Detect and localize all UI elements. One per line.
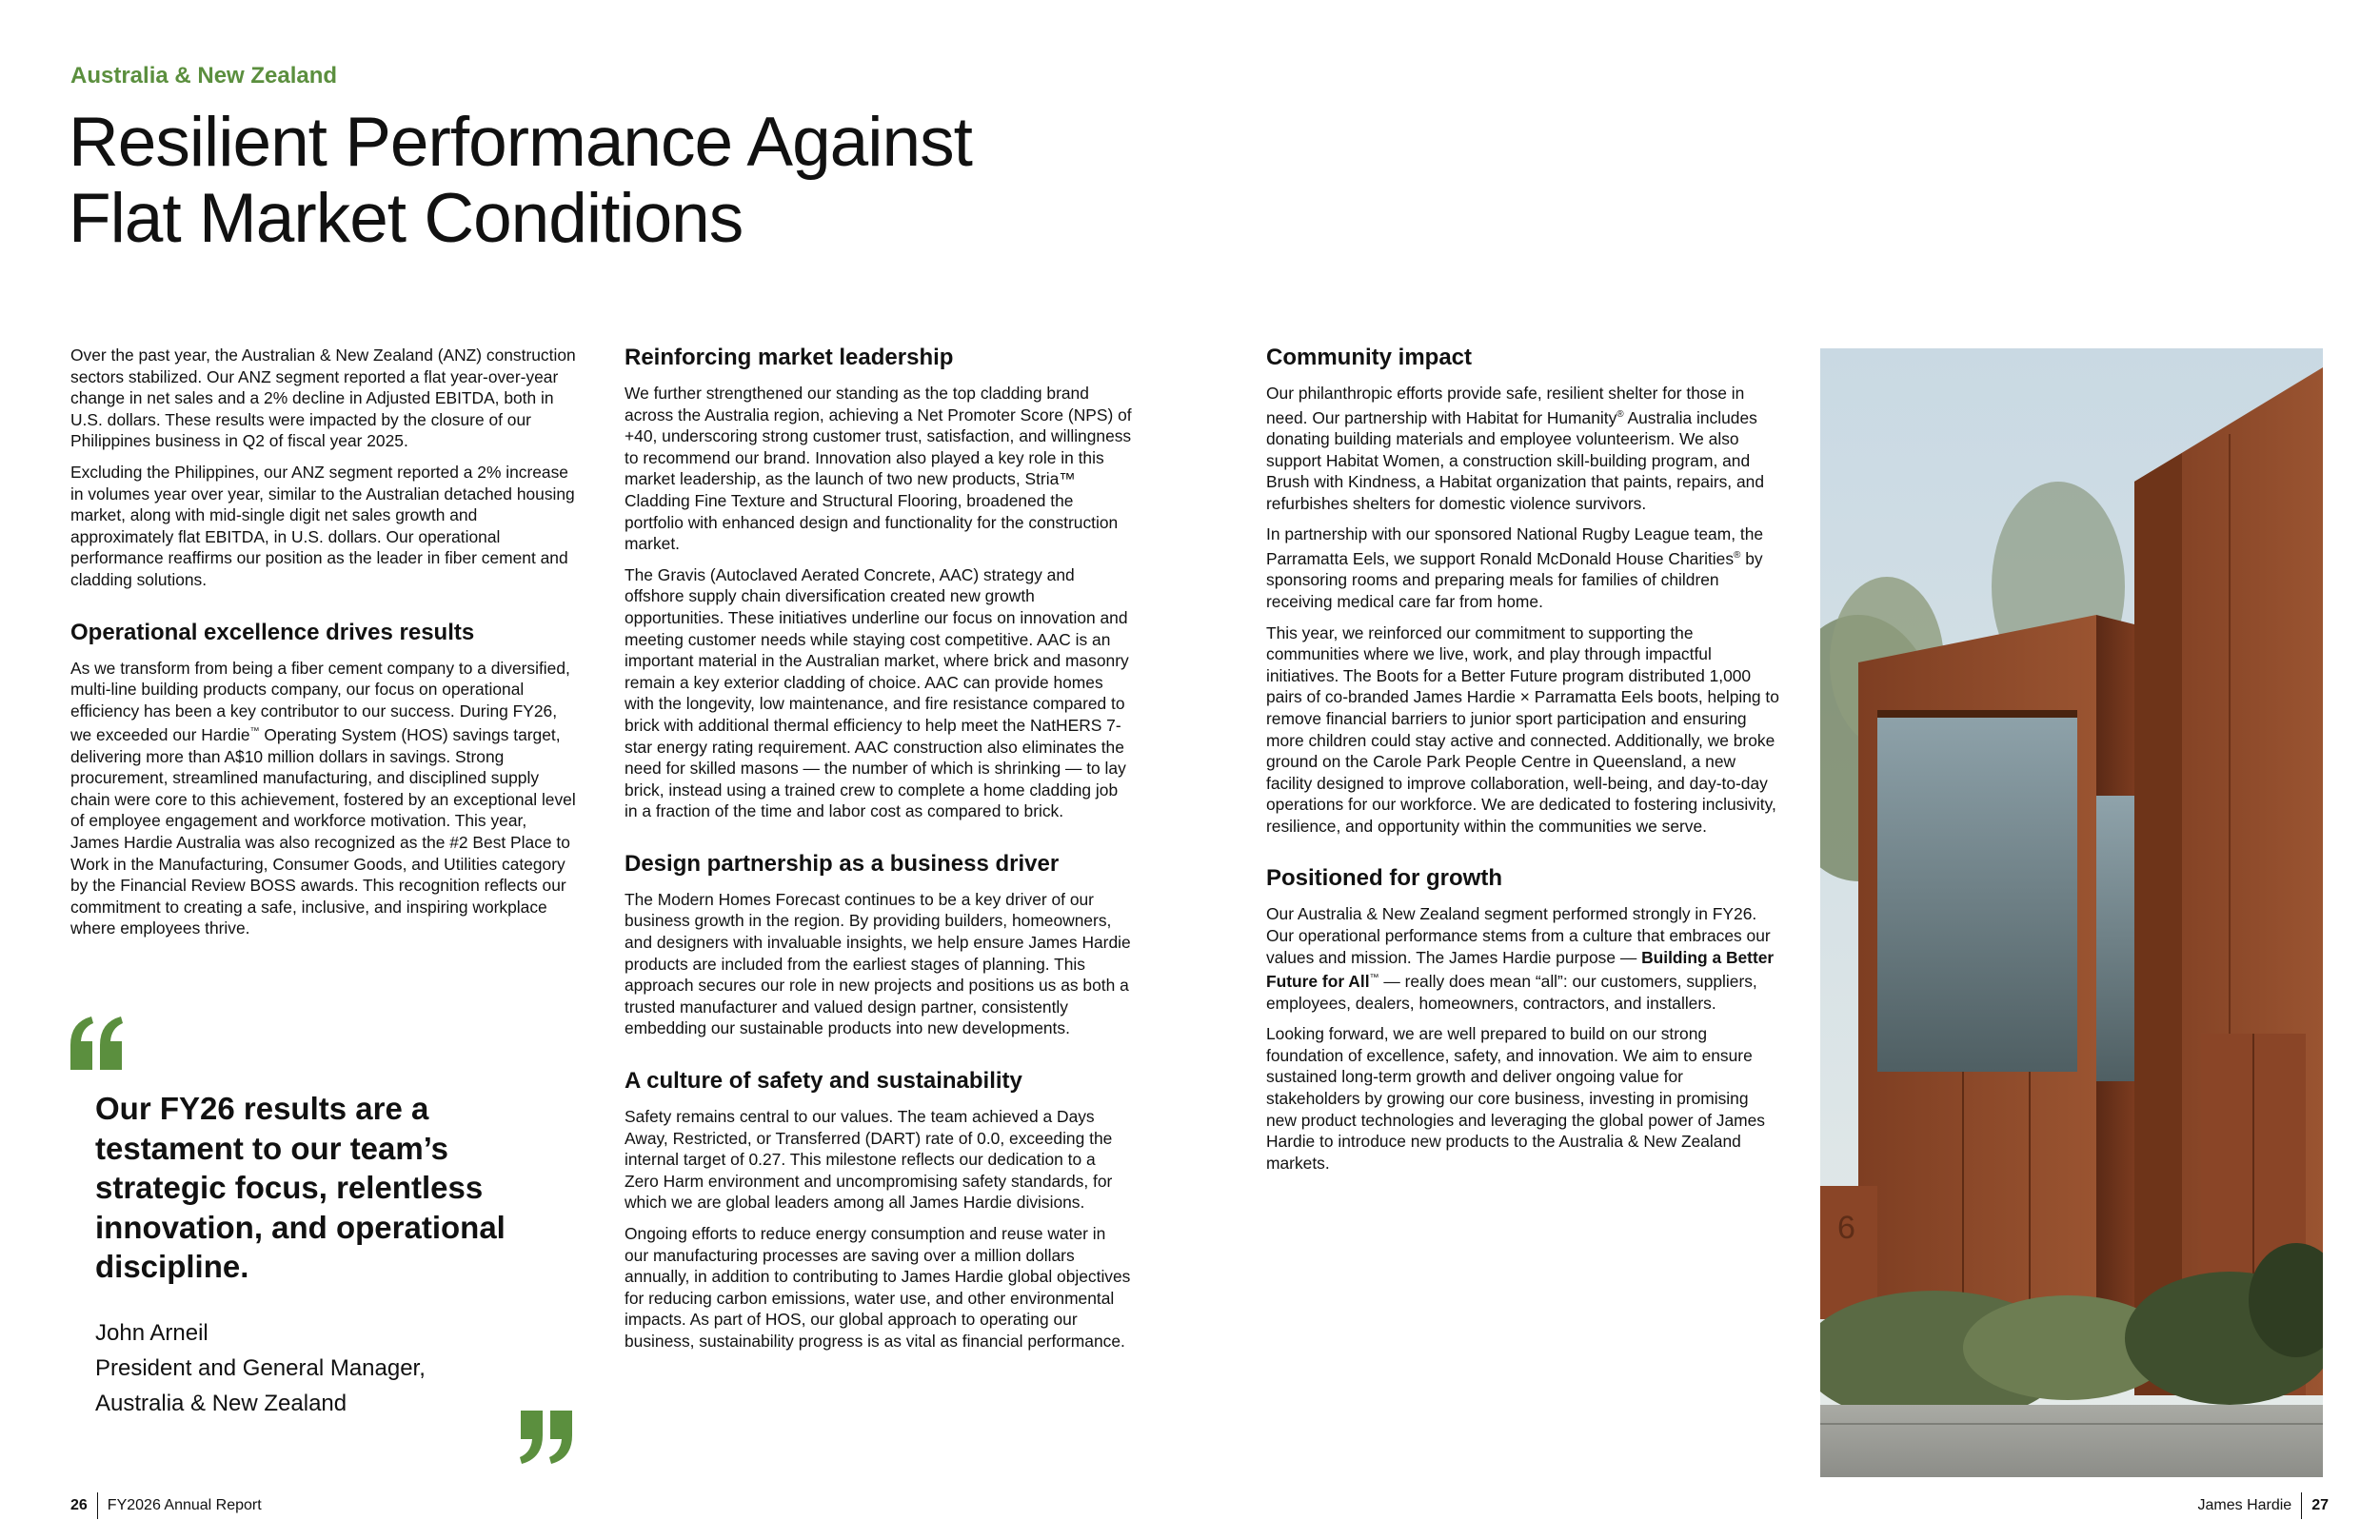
quote-author-region: Australia & New Zealand bbox=[95, 1391, 347, 1416]
house-illustration bbox=[1820, 348, 2323, 1477]
quote-attribution bbox=[95, 1315, 533, 1421]
heading-community-impact: Community impact bbox=[1266, 345, 1473, 370]
page-number-left: 26 bbox=[70, 1497, 88, 1514]
footer-right bbox=[2198, 1492, 2330, 1519]
house-number: 6 bbox=[1837, 1210, 1855, 1246]
column-3 bbox=[1266, 345, 1780, 1183]
design-paragraph: The Modern Homes Forecast continues to be a key driver of our business growth in the region. By providing builders, homeowners, and designers with invaluable insights, we help ensure James Hardie products are included from the earliest stages of planning. This approach secures our role in new projects and positions us as both a trusted manufacturer and valued design partner, consistently embedding our sustainable products into new developments. bbox=[625, 889, 1131, 1038]
heading-market-leadership: Reinforcing market leadership bbox=[625, 345, 954, 370]
heading-safety-sustainability: A culture of safety and sustainability bbox=[625, 1068, 1022, 1095]
column-2 bbox=[625, 345, 1133, 1362]
column-1 bbox=[70, 345, 577, 949]
page-title bbox=[69, 105, 1116, 257]
house-photo bbox=[1820, 348, 2323, 1477]
quote-author-role: President and General Manager, bbox=[95, 1355, 426, 1381]
page-number-right: 27 bbox=[2311, 1497, 2329, 1514]
sustainability-paragraph: Ongoing efforts to reduce energy consumption and reuse water in our manufacturing processes are saving over a million dollars annually, in addition to contributing to James Hardie global objectives for reducing carbon emissions, water use, and other environmental impacts. As part of HOS, our global approach to operating our business, sustainability progress is as vital as financial performance. bbox=[625, 1224, 1131, 1351]
quote-author-name: John Arneil bbox=[95, 1320, 208, 1346]
intro-paragraph-2: Excluding the Philippines, our ANZ segment reported a 2% increase in volumes year over year, similar to the Australian detached housing market, along with mid-single digit net sales growth and approximately flat EBITDA, in U.S. dollars. Our operational performance reaffirms our position as the leader in fiber cement and cladding solutions. bbox=[70, 462, 575, 589]
intro-paragraph: Over the past year, the Australian & New Zealand (ANZ) construction sectors stabilized. Our ANZ segment reported a flat year-over-year change in net sales and a 2% decline in Adjusted EBITDA, both in U.S. dollars. These results were impacted by the closure of our Philippines business in Q2 of fiscal year 2025. bbox=[70, 346, 576, 451]
community-paragraph-1: Our philanthropic efforts provide safe, resilient shelter for those in need. Our partnership with Habitat for Humanity® Australia includes donating building materials and employee volunteerism. We also support Habitat Women, a construction skill-building program, and Brush with Kindness, a Habitat organization that paints, repairs, and refurbishes shelters for domestic violence survivors. bbox=[1266, 384, 1764, 513]
title-line-2: Flat Market Conditions bbox=[69, 180, 744, 257]
market-paragraph-1: We further strengthened our standing as the top cladding brand across the Australia region, achieving a Net Promoter Score (NPS) of +40, underscoring strong customer trust, satisfaction, and willingness to recommend our brand. Innovation also played a key role in this market leadership, as the launch of two new products, Stria™ Cladding Fine Texture and Structural Flooring, broadened the portfolio with enhanced design and functionality for the construction market. bbox=[625, 384, 1132, 554]
footer-left bbox=[70, 1492, 262, 1519]
section-kicker: Australia & New Zealand bbox=[70, 63, 338, 89]
pull-quote: Our FY26 results are a testament to our team’s strategic focus, relentless innovation, and operational discipline. bbox=[95, 1091, 506, 1285]
market-paragraph-2: The Gravis (Autoclaved Aerated Concrete, AAC) strategy and offshore supply chain diversification created new growth opportunities. These initiatives underline our focus on innovation and meeting customer needs while staying cost competitive. AAC is an important material in the Australian market, where brick and masonry remain a key exterior cladding of choice. AAC can provide homes with the longevity, low maintenance, and fire resistance compared to brick with additional thermal efficiency to help meet the NatHERS 7-star energy rating requirement. AAC construction also eliminates the need for skilled masons — the number of which is shrinking — to lay brick, instead using a trained crew to complete a home cladding job in a fraction of the time and labor cost as compared to brick. bbox=[625, 564, 1129, 821]
report-label: FY2026 Annual Report bbox=[107, 1497, 262, 1514]
growth-paragraph-2: Looking forward, we are well prepared to build on our strong foundation of excellence, safety, and innovation. We aim to ensure sustained long-term growth and deliver ongoing value for stakeholders by growing our core business, investing in promising new product technologies and leveraging the global power of James Hardie to introduce new products to the Australia & New Zealand markets. bbox=[1266, 1024, 1765, 1173]
heading-positioned-growth: Positioned for growth bbox=[1266, 865, 1502, 892]
safety-paragraph: Safety remains central to our values. The team achieved a Days Away, Restricted, or Transferred (DART) rate of 0.0, exceeding the internal target of 0.27. This milestone reflects our dedication to a Zero Harm environment and uncompromising safety standards, for which we are global leaders among all James Hardie divisions. bbox=[625, 1107, 1113, 1213]
company-label: James Hardie bbox=[2197, 1497, 2292, 1514]
heading-design-partnership: Design partnership as a business driver bbox=[625, 850, 1060, 877]
operational-paragraph: As we transform from being a fiber cement company to a diversified, multi-line building products company, our focus on operational efficiency has been a key contributor to our success. During FY26, we exceeded our Hardie™ Operating System (HOS) savings target, delivering more than A$10 million dollars in savings. Strong procurement, streamlined manufacturing, and disciplined supply chain were core to this achievement, fostered by an exceptional level of employee engagement and workforce motivation. This year, James Hardie Australia was also recognized as the #2 Best Place to Work in the Manufacturing, Consumer Goods, and Utilities category by the Financial Review BOSS awards. This recognition reflects our commitment to creating a safe, inclusive, and inspiring workplace where employees thrive. bbox=[70, 658, 576, 938]
close-quote-icon bbox=[517, 1409, 576, 1466]
community-paragraph-2: In partnership with our sponsored National Rugby League team, the Parramatta Eels, we support Ronald McDonald House Charities® by sponsoring rooms and preparing meals for families of children receiving medical care far from home. bbox=[1266, 524, 1764, 611]
open-quote-icon bbox=[67, 1015, 126, 1072]
growth-paragraph-1: Our Australia & New Zealand segment performed strongly in FY26. Our operational performance stems from a culture that embraces our values and mission. The James Hardie purpose — Building a Better Future for All™ — really does mean “all”: our customers, suppliers, employees, dealers, homeowners, contractors, and installers. bbox=[1266, 904, 1775, 1013]
heading-operational-excellence: Operational excellence drives results bbox=[70, 619, 475, 645]
community-paragraph-3: This year, we reinforced our commitment to supporting the communities where we live, work, and play through impactful initiatives. The Boots for a Better Future program distributed 1,000 pairs of co-branded James Hardie × Parramatta Eels boots, helping to remove financial barriers to junior sport participation and ensuring more children could stay active and connected. Additionally, we broke ground on the Carole Park People Centre in Queensland, a new facility designed to improve collaboration, well-being, and day-to-day operations for our workforce. We are dedicated to fostering inclusivity, resilience, and opportunity within the communities we serve. bbox=[1266, 622, 1779, 836]
title-line-1: Resilient Performance Against bbox=[69, 104, 972, 181]
